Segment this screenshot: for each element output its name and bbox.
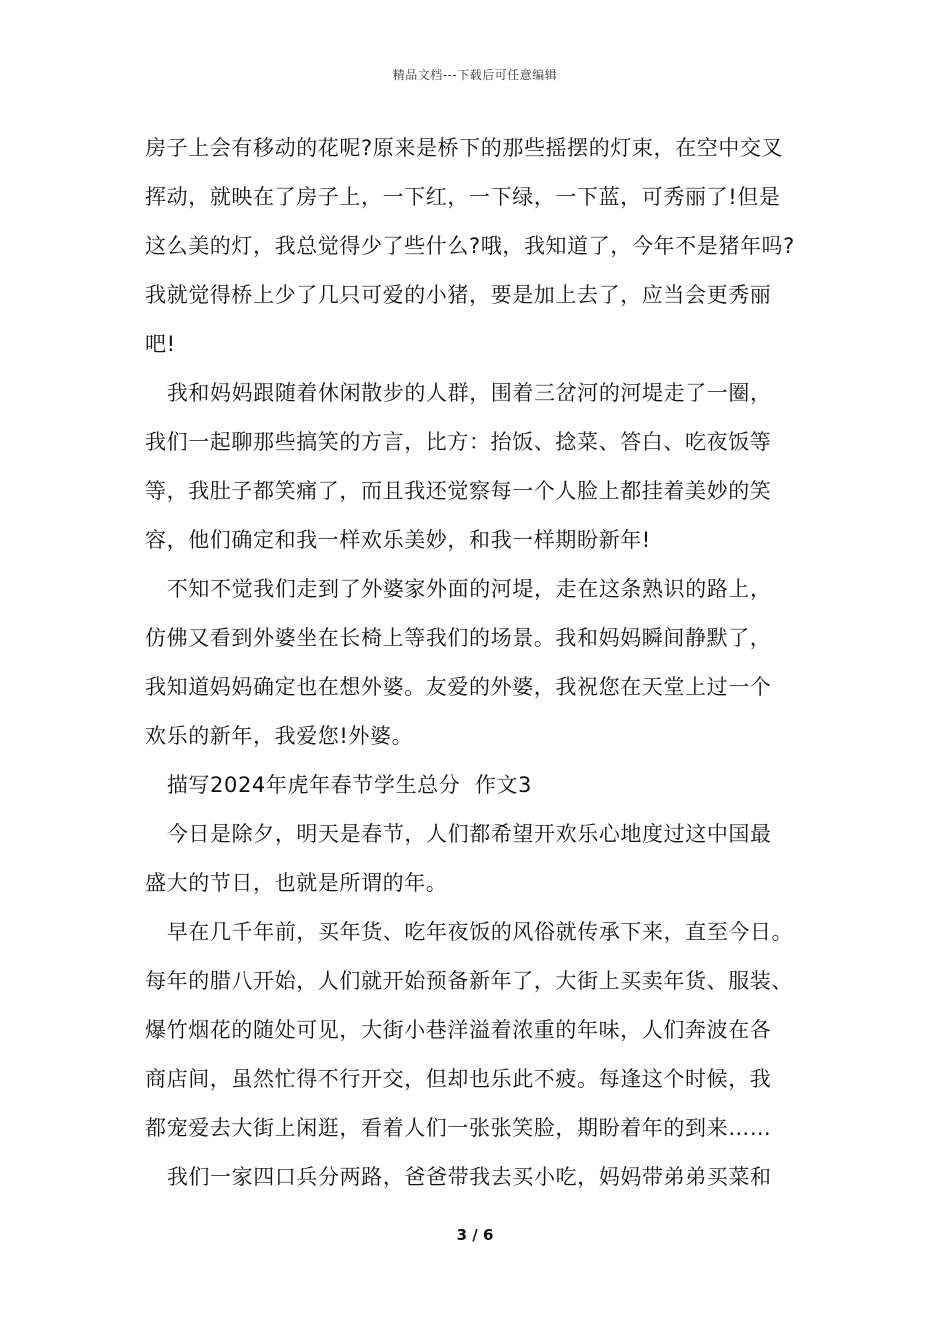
- text-line: 早在几千年前，买年货、吃年夜饭的风俗就传承下来，直至今日。: [145, 920, 794, 944]
- page-header: 精品文档---下载后可任意编辑: [392, 68, 558, 82]
- text-line: 这么美的灯，我总觉得少了些什么?哦，我知道了，今年不是猪年吗?: [145, 234, 795, 258]
- text-line: 我和妈妈跟随着休闲散步的人群，围着三岔河的河堤走了一圈，: [145, 381, 772, 405]
- text-line: 每年的腊八开始，人们就开始预备新年了，大街上买卖年货、服装、: [145, 969, 793, 993]
- text-line: 等，我肚子都笑痛了，而且我还觉察每一个人脸上都挂着美妙的笑: [145, 479, 772, 503]
- text-line: 不知不觉我们走到了外婆家外面的河堤，走在这条熟识的路上，: [145, 577, 772, 601]
- text-line: 吧!: [145, 332, 176, 356]
- text-line: 盛大的节日，也就是所谓的年。: [145, 871, 448, 895]
- text-line: 今日是除夕，明天是春节，人们都希望开欢乐心地度过这中国最: [145, 822, 772, 846]
- text-line: 我们一起聊那些搞笑的方言，比方：抬饭、捻菜、答白、吃夜饭等: [145, 430, 772, 454]
- text-line: 商店间，虽然忙得不行开交，但却也乐此不疲。每逢这个时候，我: [145, 1067, 772, 1091]
- document-body: [145, 125, 815, 1203]
- page-number: 3 / 6: [456, 1226, 494, 1244]
- text-line: 挥动，就映在了房子上，一下红，一下绿，一下蓝，可秀丽了!但是: [145, 185, 781, 209]
- text-line: 房子上会有移动的花呢?原来是桥下的那些摇摆的灯束，在空中交叉: [145, 136, 784, 160]
- text-line: 容，他们确定和我一样欢乐美妙，和我一样期盼新年!: [145, 528, 651, 552]
- section-heading: 描写2024年虎年春节学生总分 作文3: [145, 773, 532, 797]
- text-line: 我知道妈妈确定也在想外婆。友爱的外婆，我祝您在天堂上过一个: [145, 675, 772, 699]
- text-line: 我们一家四口兵分两路，爸爸带我去买小吃，妈妈带弟弟买菜和: [145, 1165, 772, 1189]
- text-line: 欢乐的新年，我爱您!外婆。: [145, 724, 414, 748]
- text-line: 仿佛又看到外婆坐在长椅上等我们的场景。我和妈妈瞬间静默了，: [145, 626, 772, 650]
- text-line: 爆竹烟花的随处可见，大街小巷洋溢着浓重的年味，人们奔波在各: [145, 1018, 772, 1042]
- text-line: 都宠爱去大街上闲逛，看着人们一张张笑脸，期盼着年的到来……: [145, 1116, 772, 1140]
- text-line: 我就觉得桥上少了几只可爱的小猪，要是加上去了，应当会更秀丽: [145, 283, 772, 307]
